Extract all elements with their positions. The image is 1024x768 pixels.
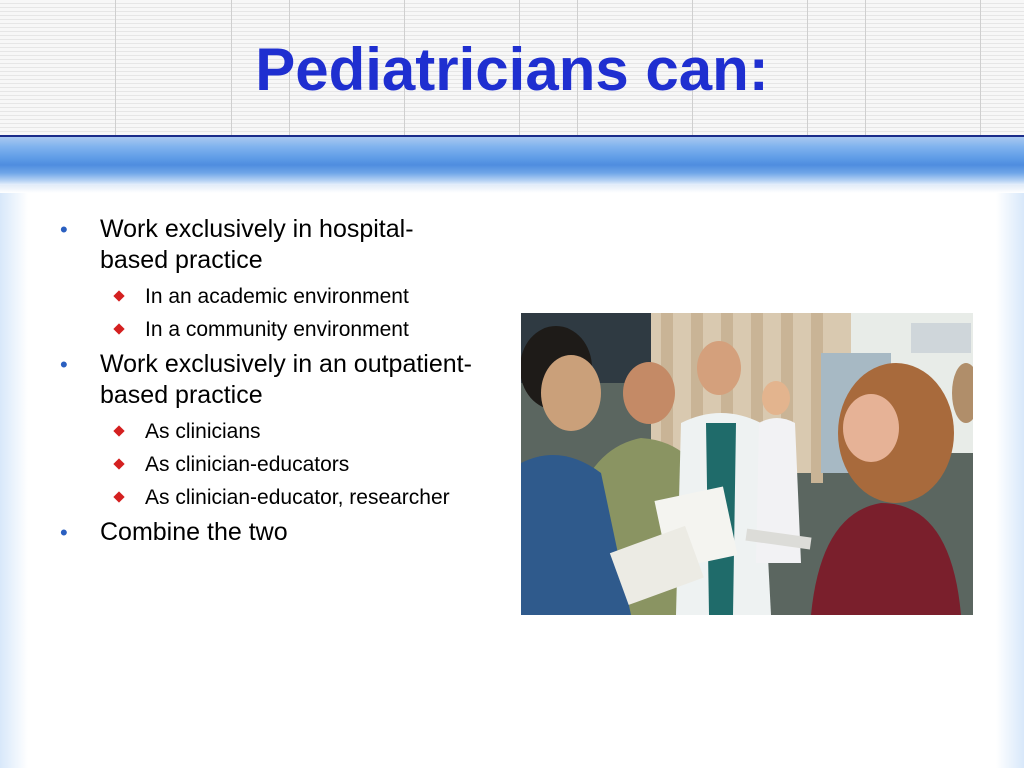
bullet-text: Work exclusively in hospital-based practice	[100, 215, 414, 274]
sub-bullet-text: As clinicians	[145, 420, 261, 443]
sub-bullet-text: As clinician-educators	[145, 453, 350, 476]
sub-bullet-item	[58, 418, 478, 445]
sub-bullet-text: In an academic environment	[145, 285, 409, 308]
sub-bullet-item	[58, 484, 478, 511]
bullet-icon: •	[60, 217, 68, 242]
photo-illustration	[521, 313, 973, 615]
diamond-icon	[113, 290, 124, 301]
band-shadow	[0, 185, 1024, 193]
slide-title: Pediatricians can:	[255, 36, 769, 103]
sub-bullet-text: As clinician-educator, researcher	[145, 486, 450, 509]
diamond-icon	[113, 458, 124, 469]
sub-bullet-text: In a community environment	[145, 318, 409, 341]
header-band	[0, 137, 1024, 185]
sub-bullet-list	[58, 283, 478, 343]
bullet-item	[58, 517, 478, 548]
photo-image	[521, 313, 973, 615]
header-background	[0, 0, 1024, 136]
bullet-item	[58, 349, 478, 411]
sub-bullet-item	[58, 316, 478, 343]
bullet-text: Combine the two	[100, 518, 288, 546]
bullet-list	[58, 214, 478, 555]
diamond-icon	[113, 491, 124, 502]
sub-bullet-item	[58, 283, 478, 310]
diamond-icon	[113, 323, 124, 334]
sub-bullet-list	[58, 418, 478, 511]
bullet-text: Work exclusively in an outpatient-based practice	[100, 350, 472, 409]
bullet-item	[58, 214, 478, 276]
diamond-icon	[113, 425, 124, 436]
sub-bullet-item	[58, 451, 478, 478]
bullet-icon: •	[60, 520, 68, 545]
bullet-icon: •	[60, 352, 68, 377]
